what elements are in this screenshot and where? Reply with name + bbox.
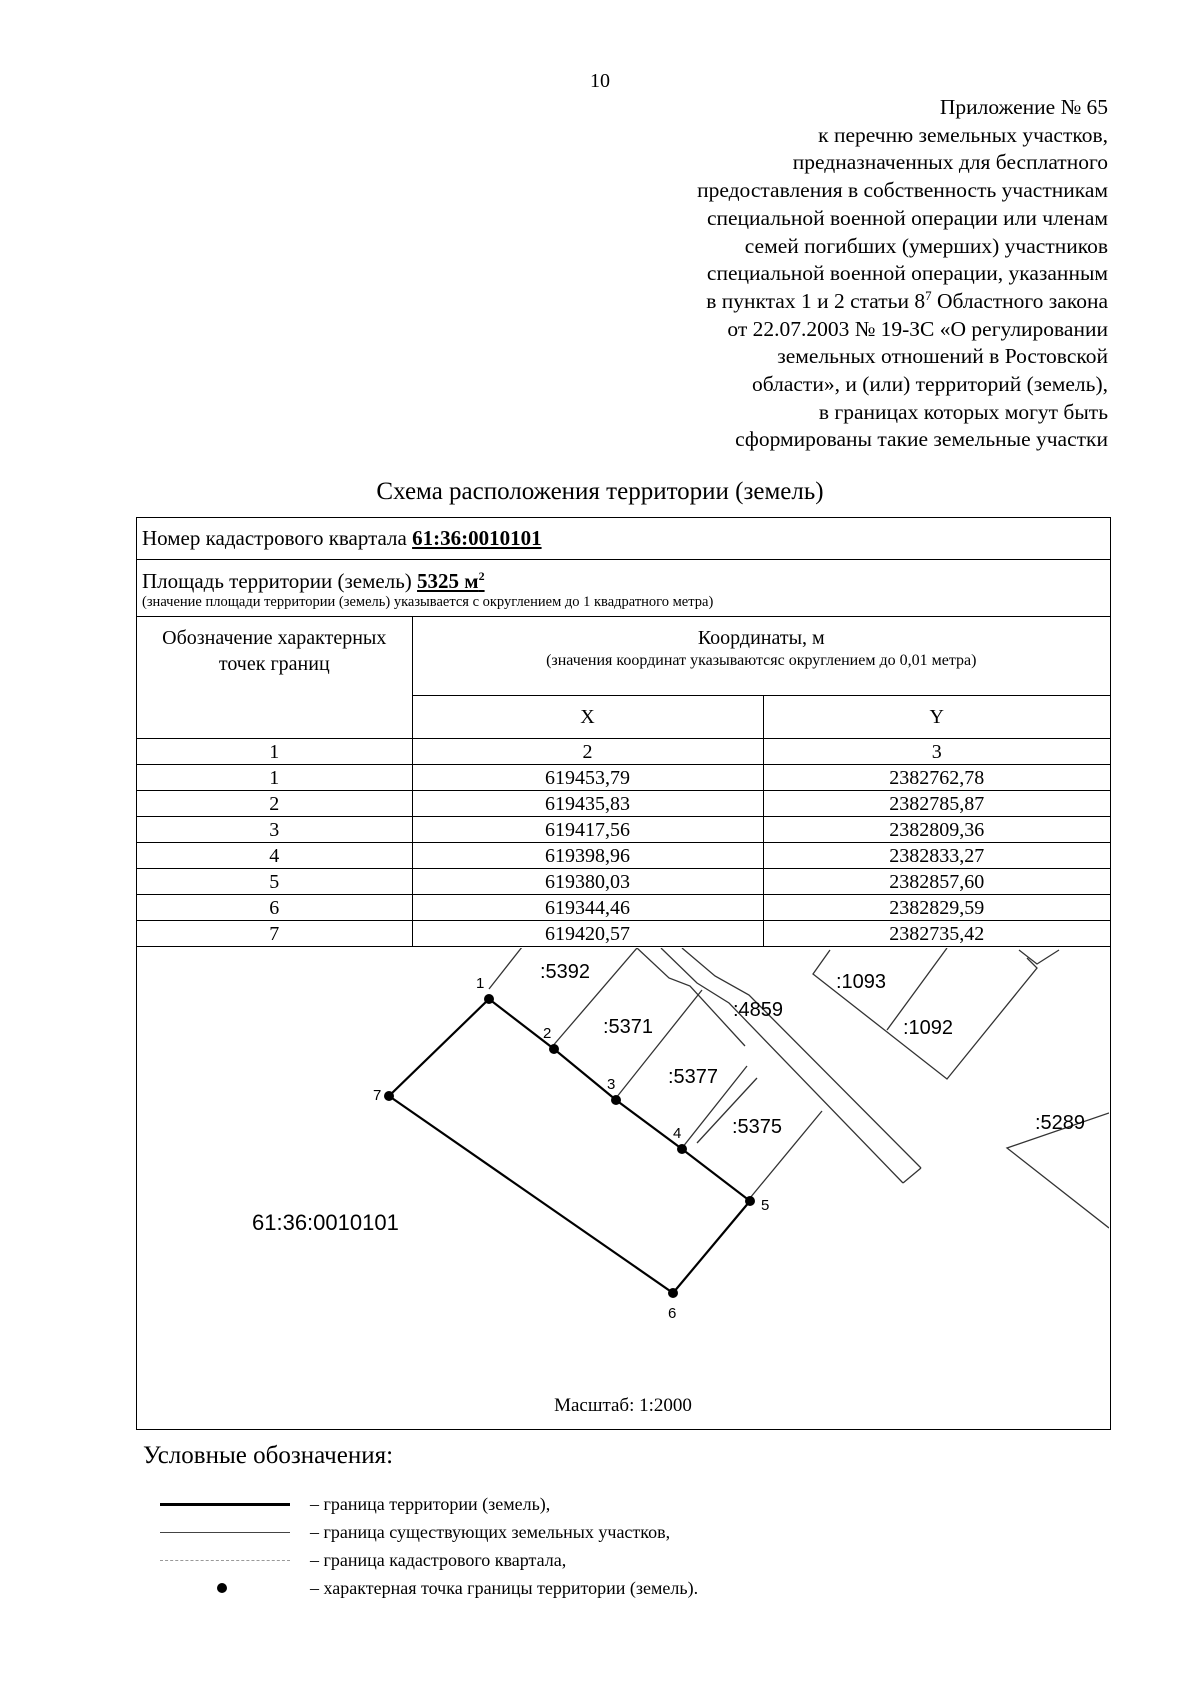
boundary-point (611, 1095, 621, 1105)
boundary-point (745, 1196, 755, 1206)
point-label: 3 (607, 1076, 616, 1093)
header-coordinates-title: Координаты, м (697, 627, 825, 649)
appendix-header (548, 94, 1108, 454)
table-row (137, 765, 1110, 791)
column-number: 3 (763, 739, 1110, 765)
legend-symbol-solid-line (160, 1490, 290, 1518)
page-number: 10 (590, 70, 610, 92)
parcel-label: :5392 (540, 961, 591, 983)
y-cell: 2382809,36 (763, 817, 1110, 843)
point-cell: 5 (137, 869, 412, 895)
legend-symbol-thin-line (160, 1518, 290, 1546)
point-cell: 3 (137, 817, 412, 843)
y-cell: 2382785,87 (763, 791, 1110, 817)
cadastral-quarter-label: Номер кадастрового квартала (142, 526, 413, 550)
header-coordinates-note: (значения координат указываютсяс округлением до 0,01 метра) (546, 652, 977, 669)
appendix-line: области», и (или) территорий (земель), (751, 372, 1108, 397)
area-row (137, 560, 1110, 617)
law-line-suffix: Областного закона (931, 288, 1108, 313)
point-cell: 7 (137, 921, 412, 947)
point-cell: 1 (137, 765, 412, 791)
table-row (137, 895, 1110, 921)
area-label: Площадь территории (земель) (142, 569, 418, 593)
parcel-label: :4859 (733, 999, 784, 1021)
parcel-label: :5377 (668, 1066, 719, 1088)
y-cell: 2382829,59 (763, 895, 1110, 921)
header-coordinates (412, 617, 1110, 696)
x-cell: 619344,46 (412, 895, 763, 921)
parcel-label: :1092 (903, 1017, 954, 1039)
characteristic-points (384, 994, 755, 1298)
legend (160, 1490, 960, 1602)
neighbour-boundaries (489, 948, 1109, 1228)
dot-icon (217, 1583, 227, 1593)
point-label: 7 (373, 1087, 382, 1104)
point-cell: 6 (137, 895, 412, 921)
legend-item (160, 1546, 960, 1574)
scheme-title: Схема расположения территории (земель) (376, 478, 824, 505)
header-y: Y (763, 696, 1110, 739)
law-line-sup: 7 (925, 287, 932, 303)
boundary-point (549, 1044, 559, 1054)
parcel-label: :5375 (732, 1116, 783, 1138)
table-row (137, 843, 1110, 869)
y-cell: 2382762,78 (763, 765, 1110, 791)
column-numbers-row (137, 739, 1110, 765)
map-drawing (137, 948, 1109, 1388)
x-cell: 619417,56 (412, 817, 763, 843)
appendix-line: специальной военной операции или членам (706, 205, 1108, 230)
appendix-law-line (548, 288, 1108, 316)
cadastral-map (137, 948, 1109, 1428)
column-number: 2 (412, 739, 763, 765)
x-cell: 619453,79 (412, 765, 763, 791)
point-label: 5 (761, 1197, 770, 1214)
legend-symbol-dot (160, 1574, 290, 1602)
point-label: 6 (668, 1305, 677, 1322)
point-label: 1 (476, 975, 485, 992)
table-row (137, 869, 1110, 895)
x-cell: 619380,03 (412, 869, 763, 895)
point-cell: 4 (137, 843, 412, 869)
boundary-point (668, 1288, 678, 1298)
y-cell: 2382833,27 (763, 843, 1110, 869)
area-number: 5325 м (417, 569, 479, 593)
y-cell: 2382857,60 (763, 869, 1110, 895)
legend-text: – граница кадастрового квартала, (310, 1550, 567, 1570)
x-cell: 619420,57 (412, 921, 763, 947)
boundary-point (484, 994, 494, 1004)
appendix-line: к перечню земельных участков, (818, 122, 1108, 147)
legend-symbol-dashed-line (160, 1546, 290, 1574)
territory-boundary (389, 999, 750, 1293)
x-cell: 619398,96 (412, 843, 763, 869)
appendix-line: специальной военной операции, указанным (706, 261, 1108, 286)
parcel-label: :5371 (603, 1016, 654, 1038)
point-label: 4 (673, 1125, 682, 1142)
road-boundary (637, 948, 745, 1046)
legend-item (160, 1518, 960, 1546)
header-points: Обозначение характерных точек границ (137, 617, 412, 739)
point-cell: 2 (137, 791, 412, 817)
law-line-prefix: в пунктах 1 и 2 статьи 8 (706, 288, 926, 313)
coordinates-table (137, 617, 1110, 947)
parcel-label: :1093 (836, 971, 887, 993)
map-scale: Масштаб: 1:2000 (554, 1395, 692, 1416)
cadastral-quarter-row (137, 518, 1110, 560)
area-note: (значение площади территории (земель) указывается с округлением до 1 квадратного метра) (142, 594, 714, 610)
legend-item (160, 1490, 960, 1518)
y-cell: 2382735,42 (763, 921, 1110, 947)
legend-text: – граница существующих земельных участков, (310, 1522, 671, 1542)
table-row (137, 921, 1110, 947)
parcel-boundary (813, 950, 1037, 1079)
table-row (137, 817, 1110, 843)
legend-item (160, 1574, 960, 1602)
header-x: X (412, 696, 763, 739)
appendix-line: сформированы такие земельные участки (735, 427, 1108, 452)
cadastral-quarter-value: 61:36:0010101 (412, 526, 542, 550)
appendix-line: Приложение № 65 (939, 95, 1108, 119)
area-value (417, 569, 485, 593)
boundary-point (384, 1091, 394, 1101)
appendix-line: семей погибших (умерших) участников (744, 233, 1108, 258)
point-label: 2 (543, 1025, 552, 1042)
road-end (903, 1168, 921, 1183)
appendix-line: предназначенных для бесплатного (792, 150, 1108, 175)
column-number: 1 (137, 739, 412, 765)
area-unit-sup: 2 (478, 569, 485, 583)
legend-text: – граница территории (земель), (310, 1494, 551, 1514)
boundary-point (677, 1144, 687, 1154)
scheme-frame (136, 517, 1111, 1430)
table-row (137, 791, 1110, 817)
x-cell: 619435,83 (412, 791, 763, 817)
appendix-line: предоставления в собственность участникам (697, 178, 1108, 203)
quarter-label: 61:36:0010101 (252, 1210, 399, 1235)
legend-text: – характерная точка границы территории (земель). (310, 1578, 699, 1598)
parcel-boundary (489, 948, 537, 989)
parcel-boundary (1019, 950, 1059, 964)
parcel-label: :5289 (1035, 1112, 1086, 1134)
appendix-line: от 22.07.2003 № 19-ЗС «О регулировании (727, 316, 1108, 341)
appendix-line: земельных отношений в Ростовской (777, 344, 1108, 369)
appendix-line: в границах которых могут быть (818, 399, 1108, 424)
legend-title: Условные обозначения: (143, 1442, 394, 1469)
